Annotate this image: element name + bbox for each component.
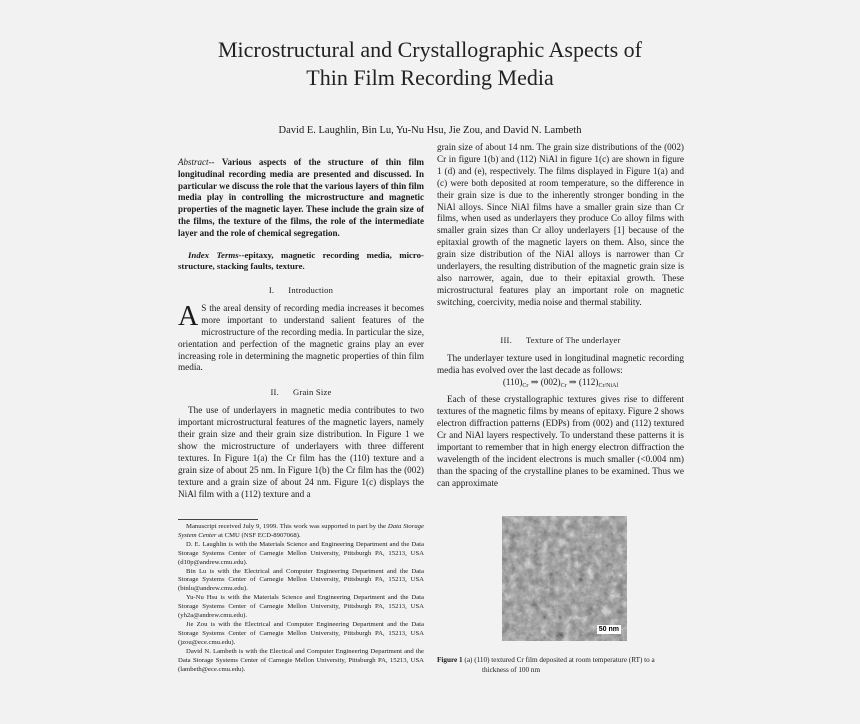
section-number: III. [500,334,512,345]
caption-text: (a) (110) textured Cr film deposited at room temperature (RT) to a [462,656,655,664]
caption-line-2: thickness of 100 nm [482,665,541,674]
section-title: Grain Size [292,387,332,398]
footnote-manuscript [178,523,424,541]
tem-micrograph-image [502,516,627,641]
texture-110: (110) [502,377,523,388]
footnote-laughlin: D. E. Laughlin is with the Materials Science and Engineering Department and the Data Storage Systems Center of Carnegie Mellon University, Pittsburgh PA, 15213, USA (d10p@andrew.cmu.edu). [178,540,424,566]
footnote-text: at CMU (NSF ECD-8907068). [216,531,301,539]
abstract-text: Various aspects of the structure of thin film longitudinal recording media are presented and discussed. In particular we discuss the role that the various layers of thin film media play in controlling the microstructure and magnetic properties of the magnetic layer. These include the grain size of the films, the texture of the films, the role of the intermediate layer and the role of chemical segregation. [178,157,424,238]
section-heading-introduction [178,285,424,297]
texture-sub: Cr/NiAl [598,383,619,390]
footnote-lu: Bin Lu is with the Electrical and Computer Engineering Department and the Data Storage Systems Center of Carnegie Mellon University, Pittsburgh PA, 15213, USA (binlu@andrew.cmu.edu). [178,567,424,593]
texture-112: (112) [578,377,599,388]
section-title: Texture of The underlayer [525,334,621,345]
grain-size-paragraph: The use of underlayers in magnetic media contributes to two important microstructural features of the magnetic layers, namely their grain size and their grain size distribution. In Figure 1 we show the microstructure of underlayers with three different textures. In Figure 1(a) the Cr film has the (110) texture and a grain size of about 25 nm. In Figure 1(b) the Cr film has the (002) texture and a grain size of about 24 nm. Figure 1(c) displays the NiAl film with a (112) texture and a [178,405,424,499]
author-list: David E. Laughlin, Bin Lu, Yu-Nu Hsu, Jie Zou, and David N. Lambeth [278,125,582,136]
abstract [178,157,424,240]
texture-sub: Cr [560,383,567,390]
footnote-divider [178,519,258,520]
section-title: Introduction [288,284,334,295]
texture-sub: Cr [522,383,529,390]
implies-arrow-icon: ⇒ [530,377,539,388]
drop-cap: A [178,300,199,332]
footnote-text: Manuscript received July 9, 1999. This work was supported in part by the [186,523,388,530]
section-heading-texture [437,335,684,347]
texture-paragraph-1: The underlayer texture used in longitudinal magnetic recording media has evolved over the last decade as follows: [437,352,684,375]
title-line-2: Thin Film Recording Media [306,65,554,90]
texture-evolution-equation [437,377,684,393]
scale-bar-label: 50 nm [598,626,619,633]
left-column [178,157,424,500]
section-heading-grain-size [178,387,424,399]
footnote-zou: Jie Zou is with the Electrical and Computer Engineering Department and the Data Storage Systems Center of Carnegie Mellon University, Pittsburgh PA, 15213, USA (jzou@ece.cmu.edu). [178,620,424,646]
introduction-paragraph [178,300,424,374]
implies-arrow-icon: ⇒ [568,377,577,388]
title-line-1: Microstructural and Crystallographic Aspects of [217,37,642,62]
footnotes [178,523,424,674]
section-number: I. [268,284,275,295]
figure-label: Figure 1 [437,656,463,664]
footnote-hsu: Yu-Nu Hsu is with the Materials Science and Engineering Department and the Data Storage Systems Center of Carnegie Mellon University, Pittsburgh PA, 15213, USA (yh2a@andrew.cmu.edu). [178,594,424,620]
index-terms-label: Index Terms [188,249,239,260]
introduction-text: S the areal density of recording media increases it becomes more important to understand salient features of the microstructure of the recording media. In particular the size, orientation and perfection of the magnetic grains play an ever increasing role in determining the magnetic properties of thin film media. [178,302,424,373]
footnote-italic: Data Storage System Center [178,523,424,539]
texture-paragraph-2: Each of these crystallographic textures gives rise to different textures of the magnetic films by means of epitaxy. Figure 2 shows electron diffraction patterns (EDPs) from (002) and (112) textured Cr and NiAl layers respectively. To understand these patterns it is important to remember that in high energy electron diffraction the wavelength of the incident electrons is much smaller (<0.004 nm) than the spacing of the crystalline planes to be examined. Thus we can approximate [437,394,684,488]
texture-002: (002) [540,377,561,388]
index-terms [178,250,424,272]
abstract-label: Abstract-- [178,157,215,167]
footnote-lambeth: David N. Lambeth is with the Electical and Computer Engineering Department and the Data Storage Systems Center of Carnegie Mellon University, Pittsburgh PA, 15213, USA (lambeth@ece.cmu.edu). [178,647,424,673]
paper-title [0,36,860,92]
figure-caption [437,656,685,675]
index-terms-text: --epitaxy, magnetic recording media, micro-structure, stacking faults, texture. [178,249,424,271]
section-number: II. [270,387,279,398]
micrograph-texture [502,516,627,641]
grain-size-continued: grain size of about 14 nm. The grain size distributions of the (002) Cr in figure 1(b) and (112) NiAl in figure 1(c) are shown in figure 1 (d) and (e), respectively. The films displayed in Figure 1(a) and (c) were both deposited at room temperature, so the difference in their grain size is due to the inherently stronger bonding in the NiAl alloys. Since NiAl films have a smaller grain size than Cr films, when used as underlayers they produce Co alloy films with smaller grain sizes than Cr alloy underlayers [1] because of the epitaxial growth of the magnetic layers on them. Also, since the grain size distribution of the NiAl alloys is narrower than Cr underlayers, the resulting distribution of the magnetic grain size is also narrower, again, due to their epitaxial growth. These microstructural features play an important role on magnetic switching, coercivity, media noise and thermal stability. [437,142,684,307]
right-column [437,142,684,490]
